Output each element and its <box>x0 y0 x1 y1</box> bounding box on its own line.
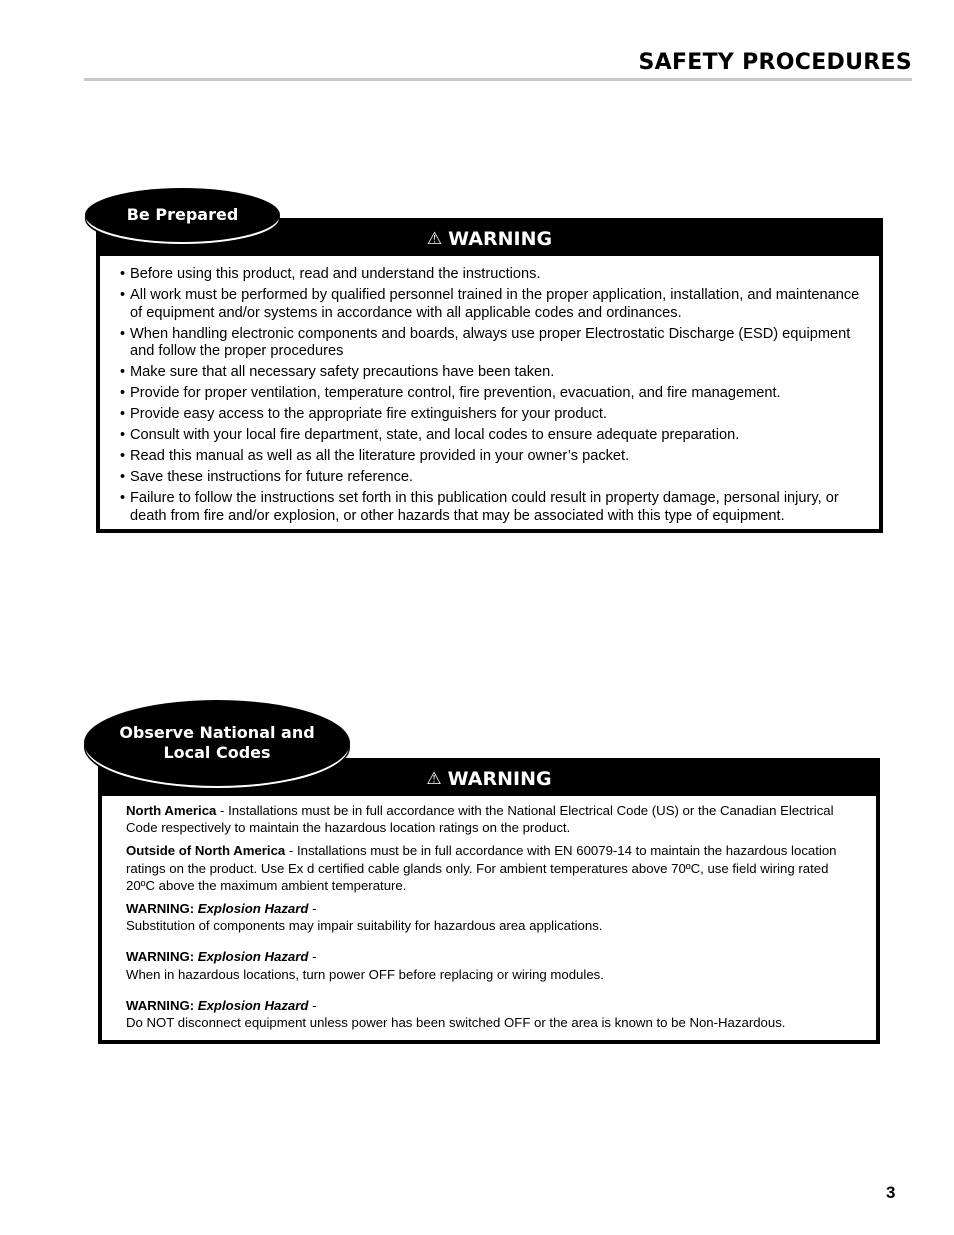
tab-label-line1: Observe National and <box>119 723 315 742</box>
page-header <box>84 50 912 81</box>
hazard-paragraph <box>126 997 854 1031</box>
hazard-text: Do NOT disconnect equipment unless power has been switched OFF or the area is known to be Non-Hazardous. <box>126 1015 786 1031</box>
outside-north-america-paragraph <box>126 842 854 894</box>
north-america-text: - Installations must be in full accordance with the National Electrical Code (US) or the Canadian Electrical Code respectively to maintain the hazardous location ratings on the product. <box>126 803 834 836</box>
safety-list <box>100 256 879 525</box>
warning-triangle-icon: ⚠ <box>426 769 442 789</box>
hazard-title: Explosion Hazard <box>197 997 309 1013</box>
warning-label: WARNING <box>448 228 553 250</box>
list-item: • All work must be performed by qualified personnel trained in the proper application, installation, and maintenance of equipment and/or systems in accordance with all applicable codes and ordinances. <box>120 287 871 322</box>
north-america-paragraph <box>126 802 854 836</box>
warning-triangle-icon: ⚠ <box>426 229 443 249</box>
list-item: • When handling electronic components and boards, always use proper Electrostatic Discharge (ESD) equipment and follow the proper procedures <box>120 326 871 361</box>
hazard-suffix: - <box>308 997 317 1013</box>
list-item: • Save these instructions for future reference. <box>120 469 871 487</box>
tab-label <box>119 723 314 763</box>
tab-label: Be Prepared <box>126 205 239 224</box>
outside-text: - Installations must be in full accordance with EN 60079-14 to maintain the hazardous location ratings on the product. Use Ex d certified cable glands only. For ambient temperatures above 70ºC, use field wiring rated 20ºC above the maximum ambient temperature. <box>126 843 837 893</box>
hazard-title: Explosion Hazard <box>197 949 309 965</box>
list-item: • Make sure that all necessary safety precautions have been taken. <box>120 364 871 382</box>
list-item: • Read this manual as well as all the literature provided in your owner’s packet. <box>120 448 871 466</box>
list-item: • Failure to follow the instructions set forth in this publication could result in property damage, personal injury, or death from fire and/or explosion, or other hazards that may be associated with this type of equipment. <box>120 490 871 525</box>
list-item: • Consult with your local fire department, state, and local codes to ensure adequate preparation. <box>120 427 871 445</box>
hazard-text: When in hazardous locations, turn power OFF before replacing or wiring modules. <box>126 966 604 982</box>
outside-label: Outside of North America <box>126 843 286 859</box>
hazard-suffix: - <box>308 901 317 917</box>
be-prepared-warning-box <box>96 218 883 533</box>
north-america-label: North America <box>126 803 217 818</box>
hazard-paragraph <box>126 900 854 934</box>
hazard-text: Substitution of components may impair suitability for hazardous area applications. <box>126 918 603 934</box>
tab-label-line2: Local Codes <box>163 743 271 762</box>
section-tab-observe-codes <box>84 700 350 786</box>
hazard-prefix: WARNING: <box>126 901 198 917</box>
page-title: SAFETY PROCEDURES <box>638 50 912 75</box>
hazard-prefix: WARNING: <box>126 949 198 965</box>
section-tab-be-prepared <box>85 188 280 242</box>
hazard-prefix: WARNING: <box>126 997 198 1013</box>
hazard-paragraph <box>126 948 854 982</box>
list-item: • Provide for proper ventilation, temperature control, fire prevention, evacuation, and fire management. <box>120 385 871 403</box>
codes-content <box>102 796 876 1031</box>
codes-warning-box <box>98 758 880 1044</box>
hazard-title: Explosion Hazard <box>197 901 309 917</box>
list-item: • Before using this product, read and understand the instructions. <box>120 266 871 284</box>
warning-label: WARNING <box>447 768 552 790</box>
list-item: • Provide easy access to the appropriate fire extinguishers for your product. <box>120 406 871 424</box>
hazard-suffix: - <box>308 949 317 965</box>
page-number: 3 <box>886 1183 896 1202</box>
